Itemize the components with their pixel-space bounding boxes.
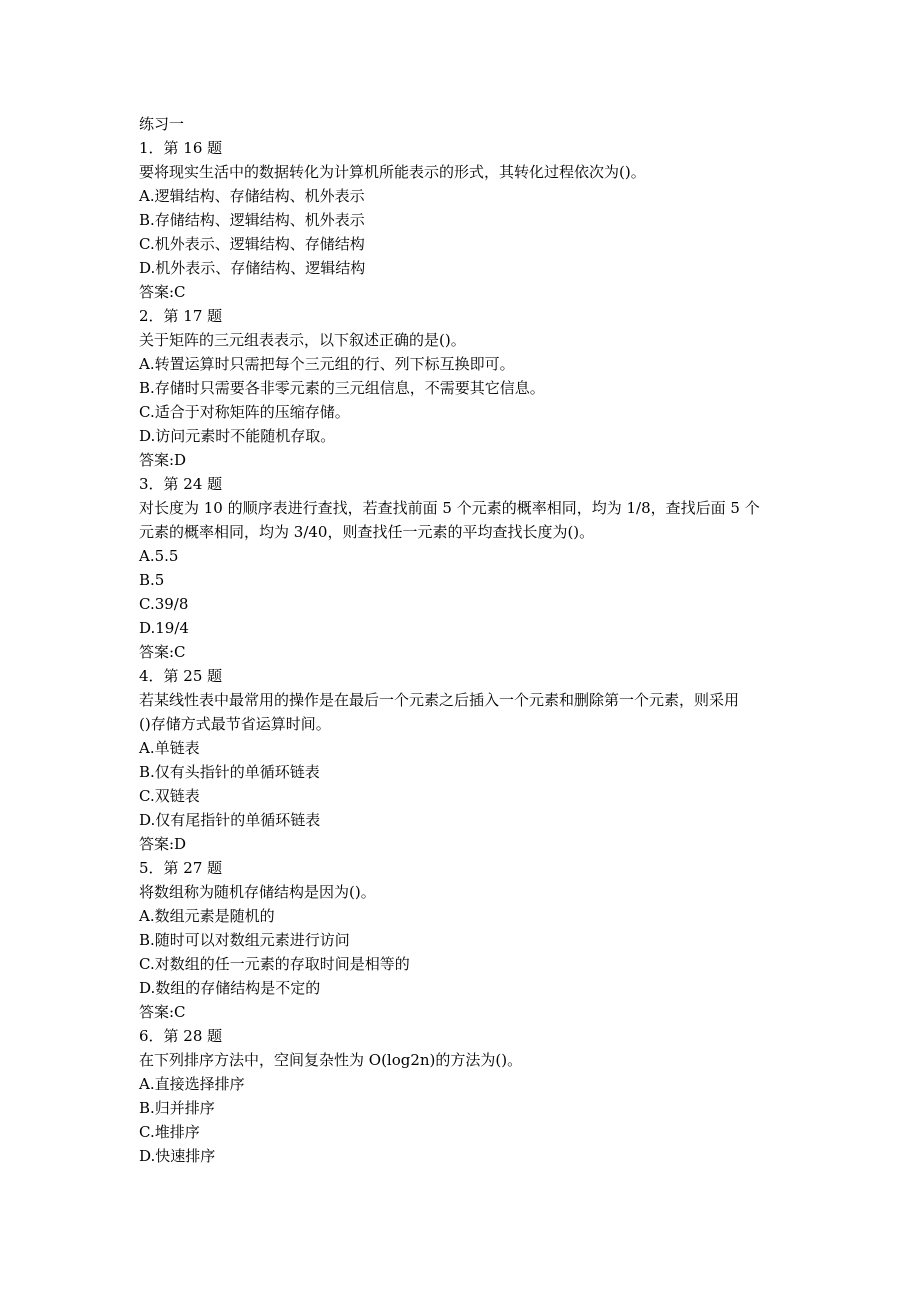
answer: 答案:D <box>139 451 187 469</box>
option-d: D.快速排序 <box>139 1147 216 1165</box>
option-a: A.数组元素是随机的 <box>139 907 275 925</box>
option-a: A.转置运算时只需把每个三元组的行、列下标互换即可。 <box>139 355 515 373</box>
question-stem-line-1: 对长度为 10 的顺序表进行查找，若查找前面 5 个元素的概率相同，均为 1/8，查找后面 5 个 <box>139 499 760 517</box>
question-stem: 要将现实生活中的数据转化为计算机所能表示的形式，其转化过程依次为()。 <box>139 163 646 181</box>
option-c: C.堆排序 <box>139 1123 200 1141</box>
option-a: A.直接选择排序 <box>139 1075 245 1093</box>
question-2 <box>139 304 789 472</box>
question-stem: 将数组称为随机存储结构是因为()。 <box>139 883 376 901</box>
option-b: B.仅有头指针的单循环链表 <box>139 763 320 781</box>
option-c: C.双链表 <box>139 787 200 805</box>
answer: 答案:C <box>139 1003 186 1021</box>
question-5 <box>139 856 789 1024</box>
question-header: 1．第 16 题 <box>139 139 223 157</box>
question-stem-line-1: 若某线性表中最常用的操作是在最后一个元素之后插入一个元素和删除第一个元素，则采用 <box>139 691 740 709</box>
option-b: B.存储结构、逻辑结构、机外表示 <box>139 211 365 229</box>
option-c: C.适合于对称矩阵的压缩存储。 <box>139 403 350 421</box>
question-6 <box>139 1024 789 1168</box>
question-3 <box>139 472 789 664</box>
question-stem-line-2: ()存储方式最节省运算时间。 <box>139 715 331 733</box>
answer: 答案:C <box>139 283 186 301</box>
option-b: B.随时可以对数组元素进行访问 <box>139 931 350 949</box>
option-b: B.归并排序 <box>139 1099 215 1117</box>
question-header: 6．第 28 题 <box>139 1027 223 1045</box>
question-header: 2．第 17 题 <box>139 307 223 325</box>
option-b: B.存储时只需要各非零元素的三元组信息，不需要其它信息。 <box>139 379 545 397</box>
option-d: D.仅有尾指针的单循环链表 <box>139 811 321 829</box>
document-page <box>139 112 789 1168</box>
answer: 答案:D <box>139 835 187 853</box>
option-d: D.数组的存储结构是不定的 <box>139 979 321 997</box>
option-d: D.机外表示、存储结构、逻辑结构 <box>139 259 366 277</box>
option-a: A.单链表 <box>139 739 200 757</box>
question-header: 3．第 24 题 <box>139 475 223 493</box>
option-c: C.对数组的任一元素的存取时间是相等的 <box>139 955 410 973</box>
document-title: 练习一 <box>139 115 185 133</box>
option-a: A.5.5 <box>139 547 179 565</box>
option-c: C.39/8 <box>139 595 189 613</box>
question-stem-line-2: 元素的概率相同，均为 3/40，则查找任一元素的平均查找长度为()。 <box>139 523 595 541</box>
option-d: D.19/4 <box>139 619 189 637</box>
question-stem: 关于矩阵的三元组表表示，以下叙述正确的是()。 <box>139 331 466 349</box>
question-header: 4．第 25 题 <box>139 667 223 685</box>
question-1 <box>139 136 789 304</box>
option-a: A.逻辑结构、存储结构、机外表示 <box>139 187 365 205</box>
option-d: D.访问元素时不能随机存取。 <box>139 427 336 445</box>
option-b: B.5 <box>139 571 165 589</box>
question-4 <box>139 664 789 856</box>
question-stem: 在下列排序方法中，空间复杂性为 O(log2n)的方法为()。 <box>139 1051 523 1069</box>
answer: 答案:C <box>139 643 186 661</box>
question-header: 5．第 27 题 <box>139 859 223 877</box>
option-c: C.机外表示、逻辑结构、存储结构 <box>139 235 365 253</box>
